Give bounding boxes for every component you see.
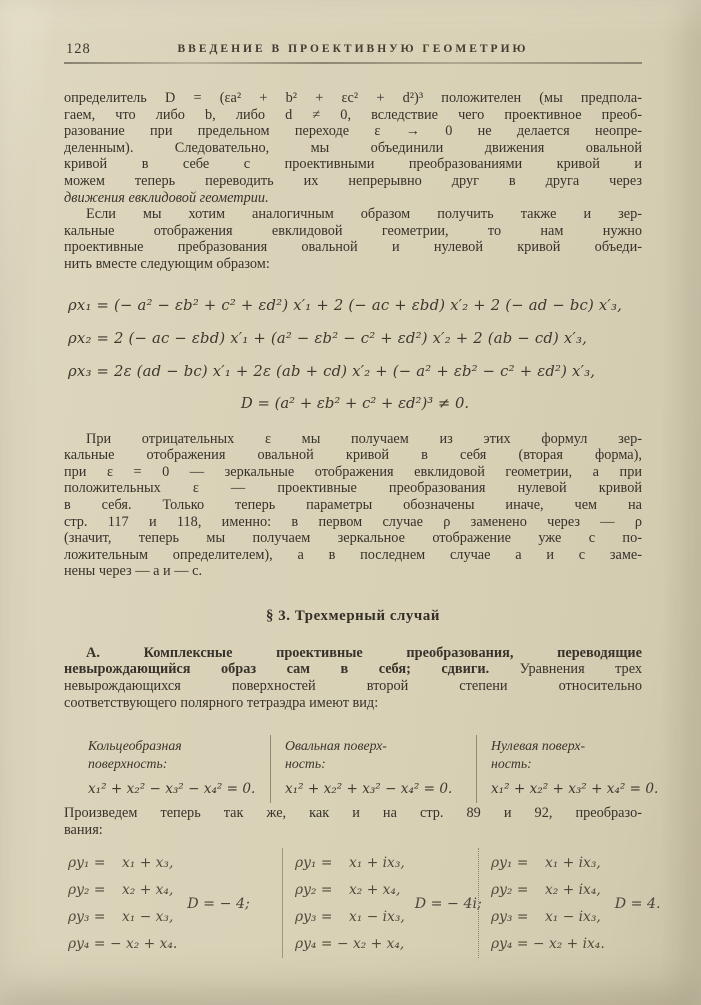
surface-column-null: [476, 735, 659, 803]
text-line: нены через — a и — c.: [64, 563, 203, 580]
transform-rows: [295, 850, 405, 958]
surface-equation: x₁² + x₂² + x₃² − x₄² = 0.: [285, 781, 453, 798]
lhs: ρy₁ =: [295, 855, 333, 872]
transform-row: [295, 877, 405, 904]
page-header: [64, 40, 642, 59]
text-line: соответствующего полярного тетраэдра имеют вид:: [64, 694, 379, 711]
text-line: ложительным определителем), а в последнем случае a и c заме-: [64, 546, 642, 563]
surface-column-oval: [270, 735, 476, 803]
surface-title: ность:: [285, 755, 326, 771]
transform-row: [491, 904, 605, 931]
lhs: ρy₂ =: [491, 882, 529, 899]
bold-run: невырождающийся образ сам в себя; сдвиги.: [64, 661, 490, 678]
text-line: можем теперь переводить их непрерывно друг в друга через: [64, 172, 642, 189]
lhs: ρy₁ =: [491, 855, 529, 872]
rhs: x₁ + ix₃,: [545, 855, 601, 872]
text-line: деленным). Следовательно, мы объединили движения овальной: [64, 139, 642, 156]
page-number: 128: [66, 41, 91, 57]
lhs: ρy₂ =: [68, 882, 106, 899]
paragraph-transformations-intro: [64, 805, 642, 838]
text-line: (значит, теперь мы получаем зеркальное отображение уже с по-: [64, 530, 642, 547]
surface-column-ring: [64, 735, 270, 803]
lhs: ρy₃ =: [295, 909, 333, 926]
lhs: ρy₄ =: [68, 936, 106, 953]
equation-rho-x2: ρx₂ = 2 (− ac − εbd) x′₁ + (a² − εb² − c² + εd²) x′₂ + 2 (ab − cd) x′₃,: [68, 329, 588, 347]
transform-rows: [68, 850, 177, 958]
rhs: x₁ − ix₃,: [545, 909, 601, 926]
text-line: определитель D = (εa² + b² + εc² + d²)³ положителен (мы предпола-: [64, 90, 642, 106]
rhs: − x₂ + ix₄.: [533, 936, 605, 953]
equation-rho-x1: ρx₁ = (− a² − εb² + c² + εd²) x′₁ + 2 (− ac + εbd) x′₂ + 2 (− ad − bc) x′₃,: [68, 296, 623, 314]
transform-row: [295, 904, 405, 931]
transform-row: [68, 931, 177, 958]
determinant-label: D = 4.: [614, 896, 661, 913]
determinant-label: D = − 4i;: [414, 896, 482, 913]
transform-row: [491, 931, 605, 958]
lhs: ρy₃ =: [491, 909, 529, 926]
text-line: Если мы хотим аналогичным образом получить также и зер-: [86, 206, 642, 223]
lhs: ρy₂ =: [295, 882, 333, 899]
text-line: При отрицательных ε мы получаем из этих формул зер-: [86, 430, 642, 447]
text-line: невырождающихся поверхностей второй степени относительно: [64, 678, 642, 695]
transform-row: [295, 850, 405, 877]
transform-table: [64, 848, 661, 958]
text-line: гаем, что либо b, либо d ≠ 0, вследствие чего проективное преоб-: [64, 106, 642, 123]
rhs: x₂ + ix₄,: [545, 882, 601, 899]
paragraph-determinant: [64, 90, 642, 206]
surface-equation: x₁² + x₂² + x₃² + x₄² = 0.: [491, 781, 659, 798]
surface-table: [64, 735, 659, 803]
text-line: проективные пребразования овальной и нулевой кривой объеди-: [64, 239, 642, 256]
rhs: x₂ + x₄,: [349, 882, 401, 899]
rhs: x₁ − x₃,: [122, 909, 174, 926]
rhs: − x₂ + x₄,: [337, 936, 405, 953]
rhs: x₁ − ix₃,: [349, 909, 405, 926]
text-line: движения евклидовой геометрии.: [64, 189, 269, 206]
transform-row: [68, 850, 177, 877]
text-line: в себя. Только теперь параметры обозначены иначе, чем на: [64, 496, 642, 513]
section-heading: § 3. Трехмерный случай: [265, 607, 440, 624]
text-line: А. Комплексные проективные преобразования, переводящие: [86, 644, 642, 661]
transform-column-2: [282, 848, 482, 958]
text-line: кальные отображения евклидовой геометрии, то нам нужно: [64, 222, 642, 239]
text-line: Произведем теперь так же, как и на стр. 89 и 92, преобразо-: [64, 805, 642, 822]
regular-run: Уравнения трех: [519, 661, 642, 678]
transform-column-3: [478, 848, 661, 958]
text-line: кривой в себе с проективными преобразованиями кривой и: [64, 156, 642, 173]
lhs: ρy₄ =: [491, 936, 529, 953]
rhs: x₂ + x₄,: [122, 882, 174, 899]
surface-title: поверхность:: [88, 755, 168, 771]
text-line: нить вместе следующим образом:: [64, 255, 270, 272]
header-rule: [64, 62, 642, 64]
surface-title: ность:: [491, 755, 532, 771]
text-line: разование при предельном переходе ε → 0 не делается неопре-: [64, 123, 642, 140]
surface-equation: x₁² + x₂² − x₃² − x₄² = 0.: [88, 781, 256, 798]
equation-determinant: D = (a² + εb² + c² + εd²)³ ≠ 0.: [240, 394, 470, 412]
transform-row: [295, 931, 405, 958]
surface-title: Нулевая поверх-: [491, 738, 586, 754]
text-line: кальные отображения овальной кривой в себя (вторая форма),: [64, 447, 642, 464]
page-content: [64, 40, 661, 958]
rhs: − x₂ + x₄.: [110, 936, 178, 953]
transform-row: [491, 850, 605, 877]
text-line: стр. 117 и 118, именно: в первом случае ρ заменено через — ρ: [64, 513, 642, 530]
text-line: при ε = 0 — зеркальные отображения евклидовой геометрии, а при: [64, 463, 642, 480]
paragraph-mirror-maps: [64, 206, 642, 272]
surface-title: Кольцеобразная: [88, 738, 182, 754]
surface-title: Овальная поверх-: [285, 738, 387, 754]
rhs: x₁ + ix₃,: [349, 855, 405, 872]
paragraph-three-dimensional: [64, 645, 642, 711]
transform-row: [491, 877, 605, 904]
running-title: ВВЕДЕНИЕ В ПРОЕКТИВНУЮ ГЕОМЕТРИЮ: [177, 43, 529, 55]
transform-row: [68, 904, 177, 931]
transform-column-1: [64, 848, 282, 958]
lhs: ρy₄ =: [295, 936, 333, 953]
text-line: вания:: [64, 821, 103, 838]
transform-row: [68, 877, 177, 904]
transform-rows: [491, 850, 605, 958]
display-equations: [64, 289, 642, 419]
determinant-label: D = − 4;: [187, 896, 250, 913]
lhs: ρy₃ =: [68, 909, 106, 926]
equation-rho-x3: ρx₃ = 2ε (ad − bc) x′₁ + 2ε (ab + cd) x′₂ + (− a² + εb² − c² + εd²) x′₃,: [68, 362, 596, 380]
lhs: ρy₁ =: [68, 855, 106, 872]
rhs: x₁ + x₃,: [122, 855, 174, 872]
text-line: [64, 661, 642, 678]
text-line: положительных ε — проективные преобразования нулевой кривой: [64, 480, 642, 497]
paragraph-epsilon-cases: [64, 431, 642, 580]
